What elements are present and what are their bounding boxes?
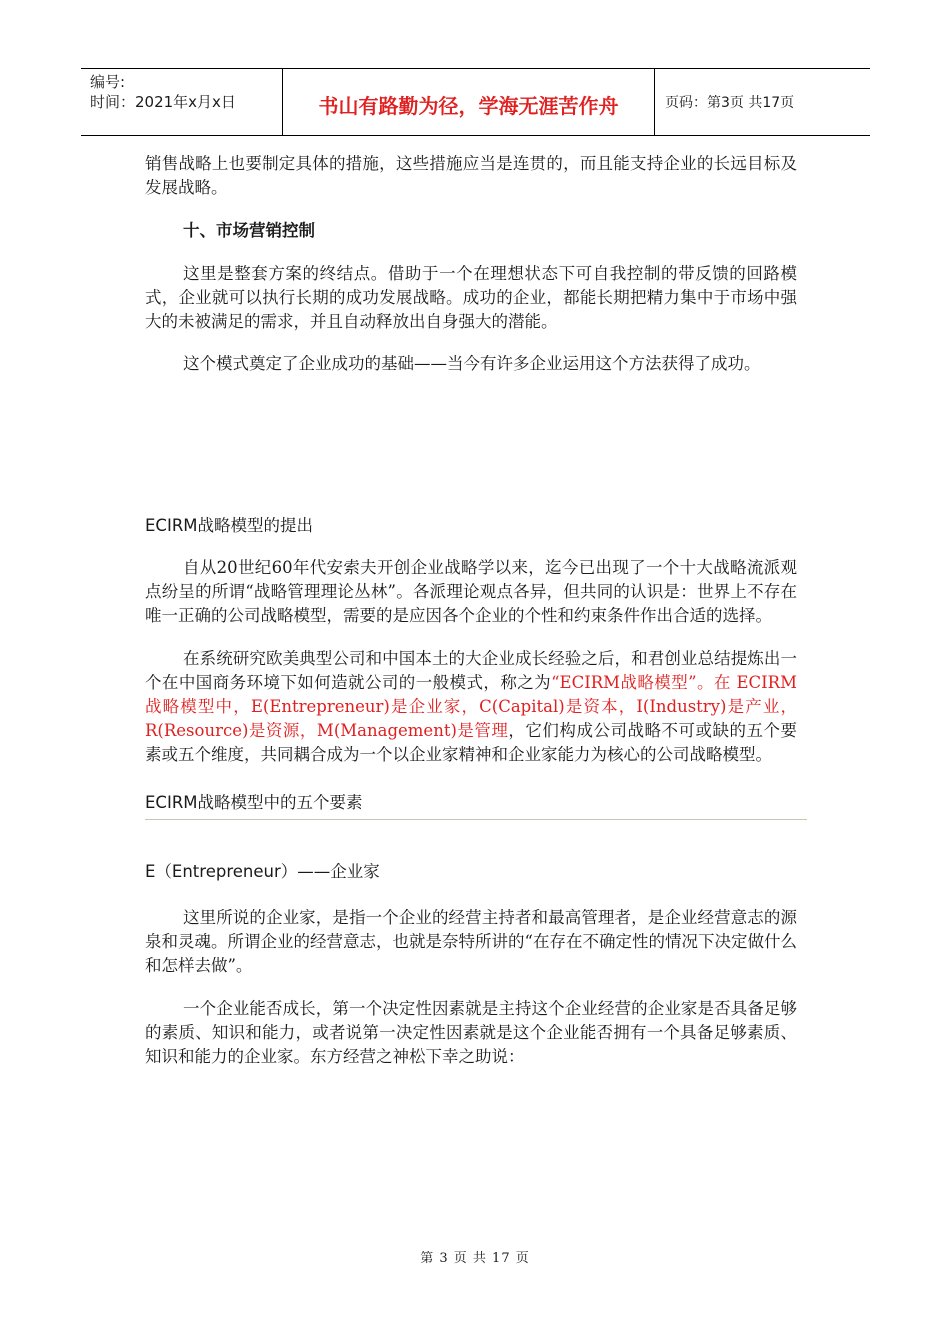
section-heading: 十、市场营销控制 <box>183 221 315 240</box>
paragraph: 销售战略上也要制定具体的措施，这些措施应当是连贯的，而且能支持企业的长远目标及发展战略。 <box>145 154 797 197</box>
section-heading: E（Entrepreneur）——企业家 <box>145 862 380 881</box>
paragraph: 一个企业能否成长，第一个决定性因素就是主持这个企业经营的企业家是否具备足够的素质、知识和能力，或者说第一决定性因素就是这个企业能否拥有一个具备足够素质、知识和能力的企业家。东方经营之神松下幸之助说： <box>145 999 797 1066</box>
paragraph: 自从20世纪60年代安索夫开创企业战略学以来，迄今已出现了一个十大战略流派观点纷呈的所谓“战略管理理论丛林”。各派理论观点各异，但共同的认识是：世界上不存在唯一正确的公司战略模型，需要的是应因各个企业的个性和约束条件作出合适的选择。 <box>145 558 797 625</box>
page-header <box>81 68 870 136</box>
paragraph-text: 在系统研究欧美典型公司和中国本土的大企业成长经验之后，和君创业总结提炼出一个在中国商务环境下如何造就公司的一般模式，称之为 <box>145 649 797 692</box>
paragraph: 这里所说的企业家，是指一个企业的经营主持者和最高管理者，是企业经营意志的源泉和灵魂。所谓企业的经营意志，也就是奈特所讲的“在存在不确定性的情况下决定做什么和怎样去做”。 <box>145 908 797 975</box>
paragraph: 这个模式奠定了企业成功的基础——当今有许多企业运用这个方法获得了成功。 <box>183 354 761 373</box>
highlighted-text: “ECIRM战略模型”。在 ECIRM战略模型中，E(Entrepreneur)是企业家，C(Capital)是资本，I(Industry)是产业，R(Resource)是资源，M(Management)是管理 <box>145 673 798 740</box>
header-meta <box>81 69 283 135</box>
header-motto: 书山有路勤为径，学海无涯苦作舟 <box>283 69 655 135</box>
section-heading: ECIRM战略模型的提出 <box>145 516 314 535</box>
paragraph: 这里是整套方案的终结点。借助于一个在理想状态下可自我控制的带反馈的回路模式，企业就可以执行长期的成功发展战略。成功的企业，都能长期把精力集中于市场中强大的未被满足的需求，并且自动释放出自身强大的潜能。 <box>145 264 797 331</box>
header-page-info: 页码：第3页 共17页 <box>665 95 795 111</box>
time-label: 时间：2021年x月x日 <box>90 93 236 111</box>
section-divider <box>145 819 807 820</box>
document-body <box>145 152 797 1069</box>
page-footer: 第 3 页 共 17 页 <box>420 1251 530 1266</box>
paragraph-text: ，它们构成公司战略不可或缺的五个要素或五个维度，共同耦合成为一个以企业家精神和企业家能力为核心的公司战略模型。 <box>145 721 798 764</box>
section-heading: ECIRM战略模型中的五个要素 <box>145 793 363 812</box>
number-label: 编号: <box>90 73 126 91</box>
paragraph <box>145 647 797 767</box>
